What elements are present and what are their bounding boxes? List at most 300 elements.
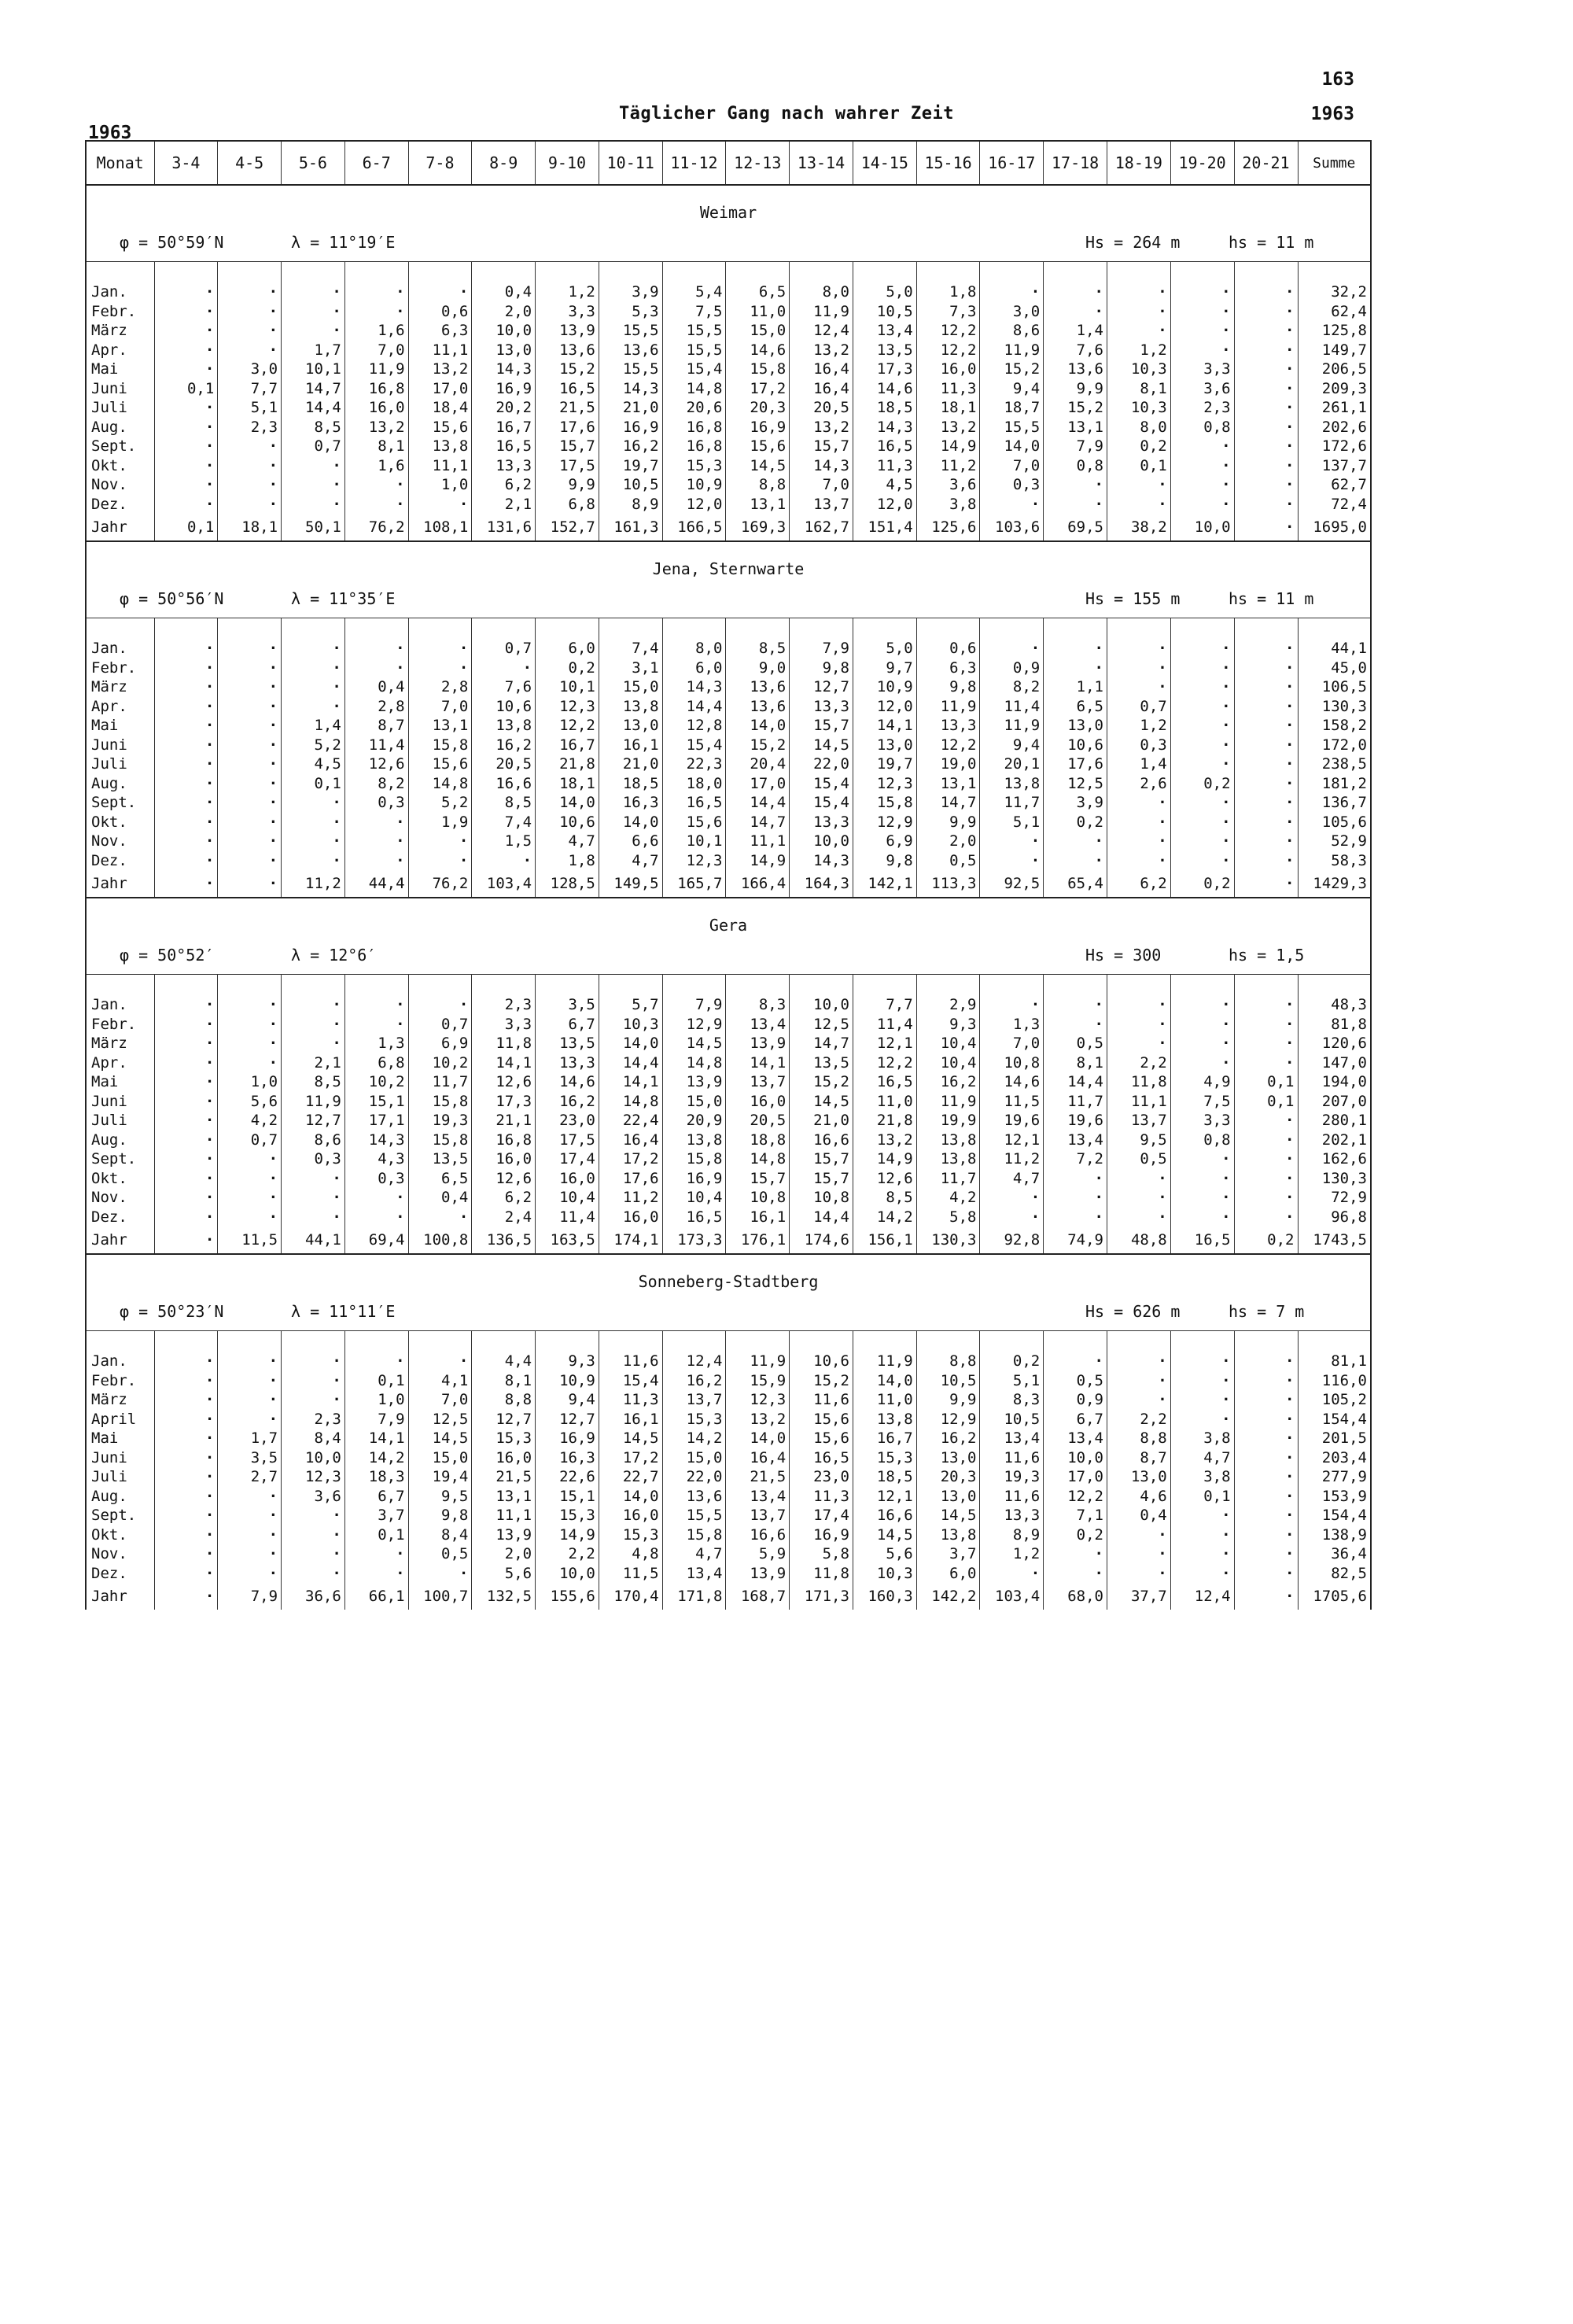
table-cell: 6,0 bbox=[916, 1564, 980, 1584]
table-cell: · bbox=[282, 1390, 345, 1410]
table-cell: 105,2 bbox=[1298, 1390, 1370, 1410]
table-cell: 13,7 bbox=[662, 1390, 726, 1410]
table-cell: 12,6 bbox=[853, 1169, 916, 1189]
table-cell: 11,5 bbox=[980, 1092, 1044, 1112]
table-cell: 8,4 bbox=[282, 1429, 345, 1448]
table-cell: 13,1 bbox=[726, 495, 790, 515]
table-cell: 16,5 bbox=[662, 793, 726, 813]
table-cell: 13,8 bbox=[853, 1410, 916, 1429]
table-cell: 10,6 bbox=[536, 813, 599, 832]
table-cell: · bbox=[154, 658, 218, 678]
table-cell: 13,3 bbox=[790, 697, 853, 717]
table-cell: 1,2 bbox=[1107, 341, 1170, 360]
station-height: Hs = 155 m bbox=[1085, 588, 1181, 608]
table-cell: · bbox=[218, 1149, 282, 1169]
table-cell: · bbox=[282, 832, 345, 851]
table-cell: 8,6 bbox=[282, 1131, 345, 1150]
table-cell: · bbox=[1234, 793, 1298, 813]
table-row bbox=[87, 658, 1370, 678]
table-cell: 15,3 bbox=[662, 1410, 726, 1429]
table-row bbox=[87, 813, 1370, 832]
table-cell: 11,4 bbox=[536, 1208, 599, 1227]
spacer-cell bbox=[282, 1331, 345, 1352]
table-cell: · bbox=[1044, 832, 1107, 851]
sunshine-table bbox=[87, 142, 1370, 1610]
table-cell: 16,2 bbox=[916, 1429, 980, 1448]
table-cell: 13,9 bbox=[726, 1564, 790, 1584]
spacer-cell bbox=[408, 1331, 472, 1352]
table-row bbox=[87, 1564, 1370, 1584]
table-cell: 15,3 bbox=[599, 1525, 662, 1545]
table-cell: 15,4 bbox=[662, 736, 726, 755]
table-cell: 69,5 bbox=[1044, 514, 1107, 541]
table-cell: · bbox=[1234, 398, 1298, 418]
table-cell: 16,2 bbox=[599, 437, 662, 456]
table-cell: 147,0 bbox=[1298, 1053, 1370, 1073]
table-cell: 6,9 bbox=[408, 1034, 472, 1053]
table-cell: · bbox=[218, 341, 282, 360]
table-cell: 11,9 bbox=[853, 1352, 916, 1371]
table-cell: 15,9 bbox=[726, 1371, 790, 1391]
table-cell: 11,9 bbox=[980, 341, 1044, 360]
table-cell: 10,4 bbox=[916, 1034, 980, 1053]
table-cell: 137,7 bbox=[1298, 456, 1370, 476]
table-cell: 13,2 bbox=[344, 418, 408, 437]
table-cell: 0,8 bbox=[1170, 1131, 1234, 1150]
table-cell: 0,3 bbox=[1107, 736, 1170, 755]
table-cell: 76,2 bbox=[408, 870, 472, 898]
table-cell: 12,4 bbox=[790, 321, 853, 341]
table-cell: 3,7 bbox=[916, 1544, 980, 1564]
table-cell: 13,9 bbox=[662, 1072, 726, 1092]
table-cell: 105,6 bbox=[1298, 813, 1370, 832]
table-cell: · bbox=[1170, 1371, 1234, 1391]
table-row bbox=[87, 1467, 1370, 1487]
table-cell: · bbox=[218, 475, 282, 495]
table-cell: · bbox=[1234, 736, 1298, 755]
table-row bbox=[87, 1371, 1370, 1391]
table-cell: 13,8 bbox=[916, 1131, 980, 1150]
station-header bbox=[87, 898, 1370, 975]
table-cell: 16,0 bbox=[344, 398, 408, 418]
table-cell: · bbox=[218, 321, 282, 341]
spacer-cell bbox=[980, 262, 1044, 283]
table-cell: · bbox=[1234, 1111, 1298, 1131]
table-cell: 16,4 bbox=[790, 379, 853, 399]
table-cell: · bbox=[980, 1188, 1044, 1208]
table-row bbox=[87, 995, 1370, 1015]
table-cell: 156,1 bbox=[853, 1227, 916, 1254]
table-cell: · bbox=[408, 658, 472, 678]
table-cell: · bbox=[980, 495, 1044, 515]
table-cell: 15,6 bbox=[662, 813, 726, 832]
table-cell: 16,3 bbox=[536, 1448, 599, 1468]
table-cell: 15,0 bbox=[599, 677, 662, 697]
table-cell: · bbox=[1044, 1564, 1107, 1584]
table-cell: 10,6 bbox=[472, 697, 536, 717]
table-cell: · bbox=[154, 1564, 218, 1584]
table-cell: 5,3 bbox=[599, 302, 662, 322]
station-header-row bbox=[87, 185, 1370, 262]
table-cell: 15,2 bbox=[536, 360, 599, 379]
table-cell: 7,9 bbox=[218, 1583, 282, 1610]
table-cell: 13,6 bbox=[536, 341, 599, 360]
table-cell: · bbox=[282, 302, 345, 322]
table-cell: 162,7 bbox=[790, 514, 853, 541]
table-cell: · bbox=[154, 302, 218, 322]
table-cell: Aug. bbox=[91, 418, 127, 436]
table-row bbox=[87, 456, 1370, 476]
table-cell: 22,0 bbox=[790, 754, 853, 774]
table-cell: · bbox=[980, 832, 1044, 851]
table-cell: 7,0 bbox=[408, 1390, 472, 1410]
table-cell: 2,1 bbox=[282, 1053, 345, 1073]
table-cell: 14,9 bbox=[536, 1525, 599, 1545]
table-cell: 8,5 bbox=[726, 639, 790, 658]
table-cell: 5,7 bbox=[599, 995, 662, 1015]
table-cell: 261,1 bbox=[1298, 398, 1370, 418]
table-cell: 13,5 bbox=[536, 1034, 599, 1053]
table-cell: Dez. bbox=[91, 1208, 127, 1226]
table-cell: · bbox=[1044, 475, 1107, 495]
table-cell: 16,9 bbox=[599, 418, 662, 437]
table-cell: 5,6 bbox=[472, 1564, 536, 1584]
table-cell: · bbox=[154, 495, 218, 515]
spacer-cell bbox=[662, 618, 726, 640]
table-cell: 0,2 bbox=[1044, 1525, 1107, 1545]
table-cell: · bbox=[154, 870, 218, 898]
table-cell: · bbox=[1170, 341, 1234, 360]
table-cell: · bbox=[344, 1544, 408, 1564]
table-cell: 13,7 bbox=[1107, 1111, 1170, 1131]
table-cell: 15,5 bbox=[980, 418, 1044, 437]
table-cell: 149,5 bbox=[599, 870, 662, 898]
spacer-cell bbox=[344, 975, 408, 996]
table-cell: 14,6 bbox=[980, 1072, 1044, 1092]
table-cell: 0,6 bbox=[408, 302, 472, 322]
table-cell: Okt. bbox=[91, 1169, 127, 1187]
table-cell: 13,0 bbox=[1044, 716, 1107, 736]
table-cell: · bbox=[344, 1015, 408, 1035]
table-cell: 12,8 bbox=[662, 716, 726, 736]
table-cell: 15,7 bbox=[726, 1169, 790, 1189]
table-cell: 10,9 bbox=[536, 1371, 599, 1391]
table-cell: 9,3 bbox=[536, 1352, 599, 1371]
table-cell: 10,5 bbox=[916, 1371, 980, 1391]
spacer-cell bbox=[344, 262, 408, 283]
table-cell: · bbox=[218, 870, 282, 898]
table-cell: 12,1 bbox=[980, 1131, 1044, 1150]
table-cell: · bbox=[472, 658, 536, 678]
year-right: 1963 bbox=[1310, 104, 1354, 124]
table-cell: 4,4 bbox=[472, 1352, 536, 1371]
table-cell: 44,1 bbox=[282, 1227, 345, 1254]
table-cell: · bbox=[1234, 639, 1298, 658]
table-cell: · bbox=[1107, 1188, 1170, 1208]
table-cell: 3,9 bbox=[599, 282, 662, 302]
table-cell: · bbox=[1170, 456, 1234, 476]
table-cell: 15,8 bbox=[408, 1131, 472, 1150]
table-cell: 113,3 bbox=[916, 870, 980, 898]
table-cell: 16,7 bbox=[536, 736, 599, 755]
table-cell: 16,5 bbox=[790, 1448, 853, 1468]
table-cell: 11,0 bbox=[853, 1390, 916, 1410]
table-cell: Mai bbox=[91, 1429, 119, 1447]
table-cell: · bbox=[1234, 1208, 1298, 1227]
table-cell: 15,6 bbox=[408, 754, 472, 774]
table-row bbox=[87, 1429, 1370, 1448]
table-cell: 1,4 bbox=[1107, 754, 1170, 774]
table-cell: 12,5 bbox=[790, 1015, 853, 1035]
table-cell: 10,9 bbox=[662, 475, 726, 495]
table-cell: 14,1 bbox=[853, 716, 916, 736]
table-cell: · bbox=[218, 813, 282, 832]
table-cell: 16,8 bbox=[662, 418, 726, 437]
table-cell: · bbox=[1234, 658, 1298, 678]
spacer-cell bbox=[154, 1331, 218, 1352]
table-cell: 15,8 bbox=[662, 1149, 726, 1169]
spacer-cell bbox=[408, 262, 472, 283]
table-cell: 12,3 bbox=[853, 774, 916, 794]
table-row bbox=[87, 677, 1370, 697]
table-cell: 108,1 bbox=[408, 514, 472, 541]
spacer-cell bbox=[599, 975, 662, 996]
table-cell: 2,3 bbox=[218, 418, 282, 437]
table-cell: 3,3 bbox=[472, 1015, 536, 1035]
table-cell: · bbox=[1107, 1015, 1170, 1035]
station-instrument-height: hs = 1,5 bbox=[1229, 945, 1305, 965]
table-cell: · bbox=[282, 1208, 345, 1227]
table-cell: 5,0 bbox=[853, 282, 916, 302]
table-cell: · bbox=[218, 697, 282, 717]
table-cell: 10,9 bbox=[853, 677, 916, 697]
table-cell: · bbox=[344, 1208, 408, 1227]
table-cell: 0,2 bbox=[1044, 813, 1107, 832]
table-cell: 11,8 bbox=[1107, 1072, 1170, 1092]
table-cell: · bbox=[344, 813, 408, 832]
table-cell: 152,7 bbox=[536, 514, 599, 541]
column-header: 4-5 bbox=[218, 142, 282, 185]
table-cell: 50,1 bbox=[282, 514, 345, 541]
column-header: 11-12 bbox=[662, 142, 726, 185]
table-cell: 82,5 bbox=[1298, 1564, 1370, 1584]
table-cell: · bbox=[408, 832, 472, 851]
table-cell: Okt. bbox=[91, 813, 127, 831]
table-cell: 8,5 bbox=[282, 1072, 345, 1092]
table-cell: 22,3 bbox=[662, 754, 726, 774]
table-cell: 7,0 bbox=[408, 697, 472, 717]
table-cell: 9,9 bbox=[1044, 379, 1107, 399]
table-cell: 62,7 bbox=[1298, 475, 1370, 495]
table-cell: · bbox=[980, 639, 1044, 658]
table-cell: 32,2 bbox=[1298, 282, 1370, 302]
table-cell: 12,3 bbox=[282, 1467, 345, 1487]
table-cell: 15,6 bbox=[408, 418, 472, 437]
table-cell: 9,8 bbox=[916, 677, 980, 697]
table-cell: · bbox=[282, 639, 345, 658]
table-cell: 8,8 bbox=[472, 1390, 536, 1410]
table-cell: 163,5 bbox=[536, 1227, 599, 1254]
table-cell: · bbox=[408, 1208, 472, 1227]
table-cell: 7,7 bbox=[853, 995, 916, 1015]
table-cell: · bbox=[1170, 736, 1234, 755]
table-cell: · bbox=[1234, 697, 1298, 717]
table-cell: 15,5 bbox=[662, 1506, 726, 1525]
table-cell: · bbox=[1234, 379, 1298, 399]
table-cell: · bbox=[154, 1352, 218, 1371]
table-cell: Juni bbox=[91, 1092, 127, 1110]
table-cell: 13,8 bbox=[599, 697, 662, 717]
table-cell: 142,1 bbox=[853, 870, 916, 898]
table-cell: 16,2 bbox=[662, 1371, 726, 1391]
table-row bbox=[87, 437, 1370, 456]
table-cell: 209,3 bbox=[1298, 379, 1370, 399]
table-row bbox=[87, 793, 1370, 813]
spacer-cell bbox=[1170, 618, 1234, 640]
table-cell: 0,4 bbox=[1107, 1506, 1170, 1525]
table-cell: 10,8 bbox=[980, 1053, 1044, 1073]
table-cell: 0,7 bbox=[472, 639, 536, 658]
table-cell: 1,8 bbox=[916, 282, 980, 302]
table-cell: · bbox=[218, 793, 282, 813]
spacer-cell bbox=[408, 975, 472, 996]
table-row bbox=[87, 398, 1370, 418]
table-cell: 19,6 bbox=[980, 1111, 1044, 1131]
table-cell: Nov. bbox=[91, 1189, 127, 1206]
table-cell: 16,0 bbox=[536, 1169, 599, 1189]
table-cell: · bbox=[1107, 832, 1170, 851]
table-cell: · bbox=[344, 1564, 408, 1584]
spacer-cell bbox=[218, 1331, 282, 1352]
table-cell: 19,7 bbox=[853, 754, 916, 774]
table-cell: 22,7 bbox=[599, 1467, 662, 1487]
table-cell: 130,3 bbox=[1298, 697, 1370, 717]
table-cell: · bbox=[408, 1352, 472, 1371]
column-header: 15-16 bbox=[916, 142, 980, 185]
table-cell: 280,1 bbox=[1298, 1111, 1370, 1131]
table-cell: 13,3 bbox=[980, 1506, 1044, 1525]
table-cell: 10,2 bbox=[344, 1072, 408, 1092]
spacer-cell bbox=[980, 975, 1044, 996]
table-cell: 17,0 bbox=[726, 774, 790, 794]
table-cell: 14,4 bbox=[1044, 1072, 1107, 1092]
column-header: 17-18 bbox=[1044, 142, 1107, 185]
table-cell: · bbox=[218, 282, 282, 302]
table-cell: Dez. bbox=[91, 851, 127, 869]
table-cell: · bbox=[154, 1583, 218, 1610]
table-cell: 17,5 bbox=[536, 1131, 599, 1150]
table-cell: · bbox=[344, 495, 408, 515]
table-cell: 8,5 bbox=[282, 418, 345, 437]
table-cell: · bbox=[1234, 1169, 1298, 1189]
table-cell: · bbox=[218, 1371, 282, 1391]
spacer-cell bbox=[1044, 975, 1107, 996]
row-label: Jahr bbox=[91, 518, 127, 536]
table-cell: 15,8 bbox=[853, 793, 916, 813]
table-cell: 14,1 bbox=[726, 1053, 790, 1073]
table-cell: · bbox=[1044, 995, 1107, 1015]
table-cell: 3,1 bbox=[599, 658, 662, 678]
table-cell: 7,0 bbox=[790, 475, 853, 495]
spacer-cell bbox=[472, 975, 536, 996]
table-cell: · bbox=[1170, 302, 1234, 322]
table-cell: · bbox=[218, 302, 282, 322]
table-cell: 21,8 bbox=[853, 1111, 916, 1131]
table-cell: · bbox=[1234, 1015, 1298, 1035]
table-cell: · bbox=[154, 1149, 218, 1169]
table-cell: 10,0 bbox=[790, 832, 853, 851]
table-cell: 14,4 bbox=[599, 1053, 662, 1073]
table-cell: 2,3 bbox=[282, 1410, 345, 1429]
table-cell: 13,3 bbox=[790, 813, 853, 832]
table-cell: 14,7 bbox=[916, 793, 980, 813]
table-cell: 10,5 bbox=[853, 302, 916, 322]
table-cell: 2,0 bbox=[916, 832, 980, 851]
table-row bbox=[87, 736, 1370, 755]
table-cell: 12,0 bbox=[853, 495, 916, 515]
table-cell: 7,5 bbox=[662, 302, 726, 322]
spacer-cell bbox=[154, 618, 218, 640]
table-cell: 18,3 bbox=[344, 1467, 408, 1487]
table-cell: 5,1 bbox=[218, 398, 282, 418]
table-cell: 153,9 bbox=[1298, 1487, 1370, 1507]
table-cell: 162,6 bbox=[1298, 1149, 1370, 1169]
table-row bbox=[87, 1072, 1370, 1092]
table-cell: · bbox=[472, 851, 536, 871]
table-cell: 130,3 bbox=[1298, 1169, 1370, 1189]
table-row bbox=[87, 321, 1370, 341]
table-cell: 13,4 bbox=[980, 1429, 1044, 1448]
column-header-row bbox=[87, 142, 1370, 185]
table-cell: 15,2 bbox=[790, 1072, 853, 1092]
table-cell: 12,5 bbox=[408, 1410, 472, 1429]
annual-total-row bbox=[87, 870, 1370, 898]
table-cell: 6,2 bbox=[472, 1188, 536, 1208]
table-cell: 12,4 bbox=[1170, 1583, 1234, 1610]
table-cell: · bbox=[154, 282, 218, 302]
spacer-cell bbox=[726, 975, 790, 996]
table-cell: 17,6 bbox=[599, 1169, 662, 1189]
table-cell: 17,4 bbox=[536, 1149, 599, 1169]
table-cell: · bbox=[1044, 1015, 1107, 1035]
table-cell: 44,1 bbox=[1298, 639, 1370, 658]
table-cell: 15,3 bbox=[853, 1448, 916, 1468]
table-cell: 21,0 bbox=[599, 398, 662, 418]
table-cell: 17,6 bbox=[1044, 754, 1107, 774]
table-cell: 11,6 bbox=[980, 1448, 1044, 1468]
table-cell: 14,9 bbox=[916, 437, 980, 456]
spacer-cell bbox=[1107, 262, 1170, 283]
table-row bbox=[87, 418, 1370, 437]
table-cell: 172,6 bbox=[1298, 437, 1370, 456]
table-cell: 14,8 bbox=[726, 1149, 790, 1169]
table-cell: 13,4 bbox=[1044, 1429, 1107, 1448]
table-cell: · bbox=[154, 437, 218, 456]
table-cell: 13,0 bbox=[472, 341, 536, 360]
spacer-cell bbox=[218, 262, 282, 283]
table-cell: 15,4 bbox=[599, 1371, 662, 1391]
station-header bbox=[87, 541, 1370, 618]
table-cell: 0,4 bbox=[344, 677, 408, 697]
table-cell: 136,5 bbox=[472, 1227, 536, 1254]
table-cell: 14,8 bbox=[599, 1092, 662, 1112]
table-cell: Apr. bbox=[91, 1053, 127, 1072]
table-cell: · bbox=[1107, 1390, 1170, 1410]
table-cell: Jan. bbox=[91, 640, 127, 657]
table-cell: · bbox=[1107, 1371, 1170, 1391]
spacer-cell bbox=[1234, 1331, 1298, 1352]
table-cell: · bbox=[1170, 1034, 1234, 1053]
